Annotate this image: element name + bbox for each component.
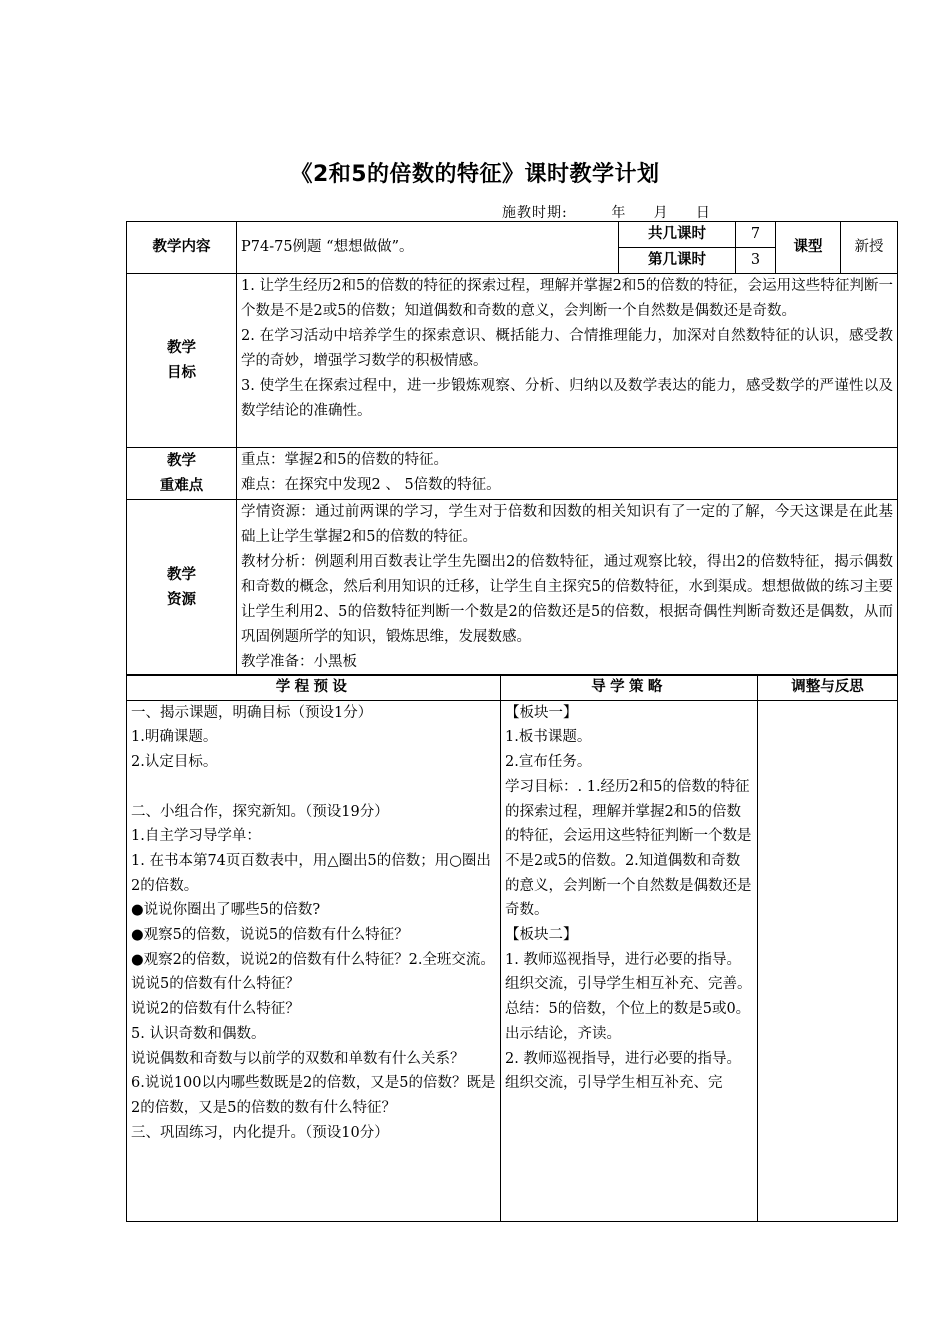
process-line: 1.自主学习导学单： bbox=[131, 828, 261, 845]
keypoints-label-line2: 重难点 bbox=[159, 477, 204, 494]
content-label: 教学内容 bbox=[127, 222, 237, 274]
total-periods-value: 7 bbox=[736, 222, 776, 248]
reflection-column bbox=[758, 700, 898, 1221]
strategy-line: 组织交流，引导学生相互补充、完善。 bbox=[505, 976, 752, 993]
process-column bbox=[127, 700, 501, 1221]
strategy-line: 2.宣布任务。 bbox=[505, 754, 592, 771]
process-line: 说说偶数和奇数与以前学的双数和单数有什么关系？ bbox=[131, 1050, 465, 1067]
process-header: 学程预设 bbox=[127, 675, 501, 701]
strategy-line: 1. 教师巡视指导，进行必要的指导。 bbox=[505, 951, 741, 968]
strategy-line: 组织交流，引导学生相互补充、完 bbox=[505, 1075, 723, 1092]
keypoints-content bbox=[237, 448, 898, 500]
resource-line: 教学准备：小黑板 bbox=[241, 654, 357, 670]
process-line: 说说2的倍数有什么特征？ bbox=[131, 1001, 300, 1018]
lesson-type-label: 课型 bbox=[776, 222, 841, 274]
process-line: 三、巩固练习，内化提升。（预设10分） bbox=[131, 1124, 389, 1141]
process-line: 一、揭示课题，明确目标（预设1分） bbox=[131, 704, 373, 721]
strategy-column bbox=[501, 700, 758, 1221]
strategy-line: 学习目标：. 1.经历2和5的倍数的特征的探索过程，理解并掌握2和5的倍数的特征，会运用这些特征判断一个数是不是2或5的倍数。2.知道偶数和奇数的意义，会判断一个自然数是偶数还是奇数。 bbox=[505, 778, 752, 919]
date-line: 施教时期: 年 月 日 bbox=[502, 205, 711, 221]
goals-label-line2: 目标 bbox=[167, 364, 196, 381]
process-line: 二、小组合作，探究新知。（预设19分） bbox=[131, 803, 389, 820]
goals-label bbox=[127, 274, 237, 448]
resources-label-line2: 资源 bbox=[167, 591, 196, 608]
process-line: ●观察5的倍数，说说5的倍数有什么特征？ bbox=[131, 927, 409, 944]
keypoints-label-line1: 教学 bbox=[167, 452, 196, 469]
plan-info-table bbox=[126, 221, 898, 676]
process-line bbox=[131, 775, 496, 800]
strategy-line: 【板块二】 bbox=[505, 927, 578, 944]
nth-period-value: 3 bbox=[736, 248, 776, 274]
strategy-header: 导学策略 bbox=[501, 675, 758, 701]
page-title: 《2和5的倍数的特征》课时教学计划 bbox=[290, 162, 660, 187]
resource-line: 学情资源：通过前两课的学习，学生对于倍数和因数的相关知识有了一定的了解，今天这课是在此基础上让学生掌握2和5的倍数的特征。 bbox=[241, 504, 893, 545]
process-line: 5. 认识奇数和偶数。 bbox=[131, 1025, 266, 1042]
goal-item: 1. 让学生经历2和5的倍数的特征的探索过程，理解并掌握2和5的倍数的特征，会运用这些特征判断一个数是不是2或5的倍数；知道偶数和奇数的意义，会判断一个自然数是偶数还是奇数。 bbox=[241, 278, 893, 319]
total-periods-label: 共几课时 bbox=[619, 222, 736, 248]
strategy-line: 总结：5的倍数，个位上的数是5或0。 bbox=[505, 1001, 751, 1018]
process-line: 1.明确课题。 bbox=[131, 729, 218, 746]
strategy-line: 1.板书课题。 bbox=[505, 729, 592, 746]
strategy-line: 【板块一】 bbox=[505, 704, 578, 721]
resource-line: 教材分析：例题利用百数表让学生先圈出2的倍数特征，通过观察比较，得出2的倍数特征，揭示偶数和奇数的概念，然后利用知识的迁移，让学生自主探究5的倍数特征，水到渠成。想想做做的练习主要让学生利用2、5的倍数特征判断一个数是2的倍数还是5的倍数，根据奇偶性判断奇数还是偶数，从而巩固例题所学的知识，锻炼思维，发展数感。 bbox=[241, 554, 893, 645]
process-line: 1. 在书本第74页百数表中，用△圈出5的倍数；用○圈出2的倍数。 bbox=[131, 852, 491, 894]
nth-period-label: 第几课时 bbox=[619, 248, 736, 274]
process-line: ●观察2的倍数，说说2的倍数有什么特征？2.全班交流。 bbox=[131, 951, 495, 968]
focus-text: 重点：掌握2和5的倍数的特征。 bbox=[241, 452, 448, 468]
goals-label-line1: 教学 bbox=[167, 339, 196, 356]
process-line: 说说5的倍数有什么特征？ bbox=[131, 976, 300, 993]
goal-item: 3. 使学生在探索过程中，进一步锻炼观察、分析、归纳以及数学表达的能力，感受数学的严谨性以及数学结论的准确性。 bbox=[241, 378, 893, 419]
lesson-type-value: 新授 bbox=[841, 222, 898, 274]
process-line: 6.说说100以内哪些数既是2的倍数，又是5的倍数？既是2的倍数，又是5的倍数的数有什么特征？ bbox=[131, 1075, 496, 1116]
process-line: ●说说你圈出了哪些5的倍数? bbox=[131, 902, 321, 919]
process-line: 2.认定目标。 bbox=[131, 754, 218, 771]
keypoints-label bbox=[127, 448, 237, 500]
goals-content bbox=[237, 274, 898, 448]
strategy-line: 出示结论，齐读。 bbox=[505, 1025, 621, 1042]
goal-item: 2. 在学习活动中培养学生的探索意识、概括能力、合情推理能力，加深对自然数特征的认识，感受教学的奇妙，增强学习数学的积极情感。 bbox=[241, 328, 893, 369]
process-table bbox=[126, 674, 898, 1222]
reflection-header: 调整与反思 bbox=[758, 675, 898, 701]
content-value: P74-75例题 “想想做做”。 bbox=[237, 222, 619, 274]
strategy-line: 2. 教师巡视指导，进行必要的指导。 bbox=[505, 1050, 741, 1067]
resources-label-line1: 教学 bbox=[167, 566, 196, 583]
difficulty-text: 难点：在探究中发现2 、 5倍数的特征。 bbox=[241, 477, 501, 493]
resources-content bbox=[237, 500, 898, 676]
resources-label bbox=[127, 500, 237, 676]
